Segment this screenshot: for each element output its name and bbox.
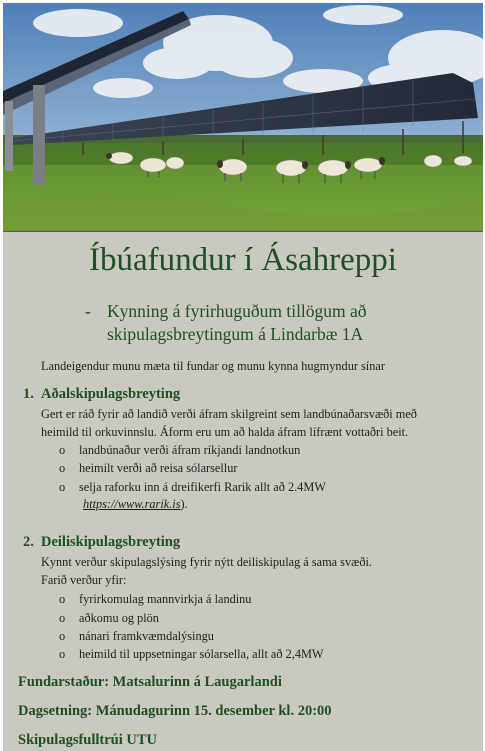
bullet-marker: o	[59, 647, 66, 661]
section-1-title: Aðalskipulagsbreyting	[41, 386, 181, 402]
section-1-paragraph-line-1: Gert er ráð fyrir að landið verði áfram skilgreint sem landbúnaðarsvæði með	[41, 407, 417, 421]
bullet-text: aðkomu og plön	[79, 611, 159, 625]
bullet-text: selja raforku inn á dreifikerfi Rarik allt að 2.4MW	[79, 480, 326, 494]
page-title: Íbúafundur í Ásahreppi	[89, 242, 397, 278]
bullet-marker: o	[59, 611, 66, 625]
bullet-marker: o	[59, 461, 66, 475]
section-2-paragraph-line-1: Kynnt verður skipulagslýsing fyrir nýtt deiliskipulag á sama svæði.	[41, 555, 372, 569]
bullet-text: heimild til uppsetningar sólarsella, allt að 2,4MW	[79, 647, 324, 661]
venue-line: Fundarstaður: Matsalurinn á Laugarlandi	[18, 674, 282, 690]
rarik-link-line	[83, 497, 188, 512]
rarik-link[interactable]: https://www.rarik.is	[83, 497, 181, 511]
section-2-title: Deiliskipulagsbreyting	[41, 534, 181, 550]
organizer-line: Skipulagsfulltrúi UTU	[18, 732, 158, 748]
subtitle-line-1: Kynning á fyrirhuguðum tillögum að	[107, 301, 367, 321]
date-line: Dagsetning: Mánudagurinn 15. desember kl. 20:00	[18, 703, 332, 719]
section-1-paragraph-line-2: heimild til orkuvinnslu. Áform eru um að halda áfram lífrænt vottaðri beit.	[41, 425, 409, 439]
notice-panel	[3, 231, 483, 751]
bullet-marker: o	[59, 592, 66, 606]
section-2-number: 2.	[23, 534, 34, 550]
bullet-marker: o	[59, 629, 66, 643]
bullet-text: landbúnaður verði áfram ríkjandi landnotkun	[79, 443, 301, 457]
bullet-text: fyrirkomulag mannvirkja á landinu	[79, 592, 252, 606]
section-2-paragraph-line-2: Farið verður yfir:	[41, 573, 127, 587]
solar-panel-field-with-sheep-photo	[3, 3, 483, 231]
link-suffix: ).	[180, 497, 188, 511]
intro-text: Landeigendur munu mæta til fundar og munu kynna hugmyndur sínar	[41, 359, 385, 373]
subtitle-line-2: skipulagsbreytingum á Lindarbæ 1A	[107, 324, 364, 344]
bullet-text: heimilt verði að reisa sólarsellur	[79, 461, 238, 475]
bullet-text: nánari framkvæmdalýsingu	[79, 629, 214, 643]
section-1-number: 1.	[23, 386, 34, 402]
subtitle-dash: -	[85, 301, 91, 321]
bullet-marker: o	[59, 480, 66, 494]
bullet-marker: o	[59, 443, 66, 457]
